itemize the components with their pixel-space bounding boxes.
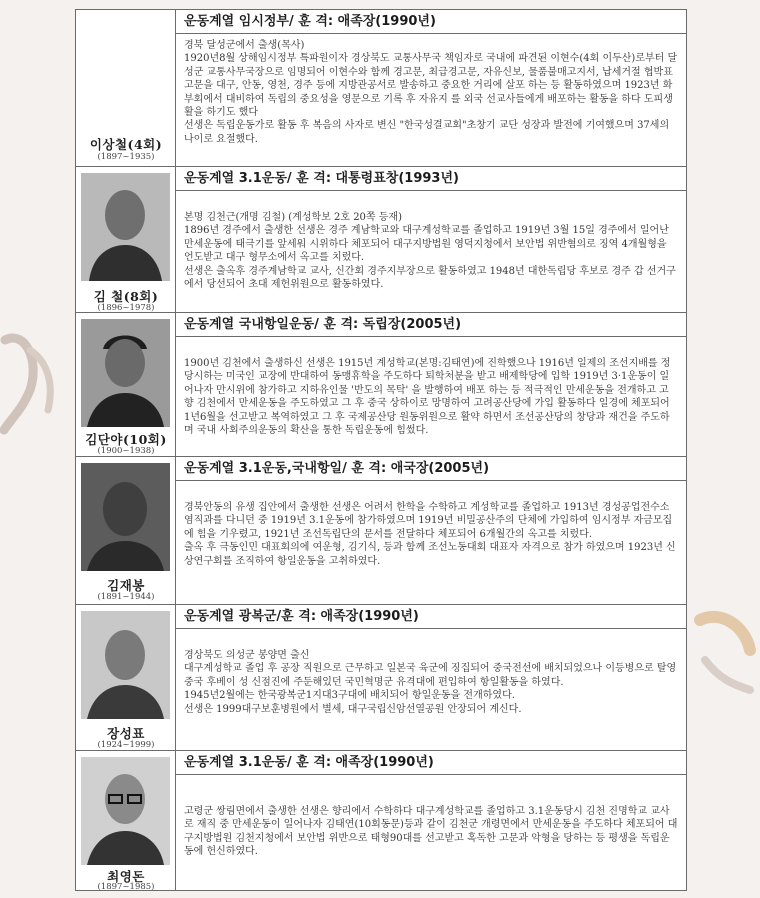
portrait-photo	[81, 319, 170, 427]
honoree-name: 김단야(10회)	[85, 432, 167, 447]
honoree-name: 김 철(8회)	[93, 289, 159, 304]
photo-column	[76, 167, 176, 312]
description-paragraph: 경상북도 의성군 봉양면 출신	[184, 650, 310, 661]
description-paragraph: 1920년8월 상해임시정부 특파원이자 경상북도 교통사무국 책임자로 국내에 파견된 이현수(4회 이두산)로부터 달성군 교통사무국장으로 임명되어 이현수와 함께 경고문, 최급경고문, 자유신보, 물품불매고지서, 납세거절 협박표고문을 대구, 안동, 영천, 경주 등에 지방관공서로 발송하고 중요한 거리에 살포 하는 등 활동하였으며 1923년 화부회에서 대비하여 독립의 중요성을 영문으로 기록 후 자유지 를 외국 선교사들에게 배포하는 활동을 하다 도피생활을 하기도 했다	[184, 53, 678, 119]
description-paragraph: 고령군 쌍림면에서 출생한 선생은 향리에서 수학하다 대구계성학교를 졸업하고 3.1운동당시 김천 진명학교 교사로 재직 중 만세운동이 일어나자 김태연(10회동문)등과 같이 김천군 개령면에서 만세운동을 주도하다 체포되어 대구지방법원 김천지청에서 보안법 위반으로 태형90대를 선고받고 혹독한 고문과 악형을 당하는 등 평생을 독립운동에 헌신하였다.	[184, 806, 678, 858]
honoree-title: 운동계열 3.1운동/ 훈 격: 애족장(1990년)	[176, 751, 686, 775]
honoree-title: 운동계열 광복군/훈 격: 애족장(1990년)	[176, 605, 686, 629]
description-paragraph: 경북 달성군에서 출생(목사)	[184, 40, 305, 51]
honoree-description	[176, 39, 686, 146]
portrait-photo	[81, 757, 170, 865]
photo-column	[76, 751, 176, 890]
honoree-title: 운동계열 임시정부/ 훈 격: 애족장(1990년)	[176, 10, 686, 34]
description-paragraph: 출옥 후 극동인민 대표회의에 여운형, 김기식, 등과 함께 조선노동대회 대표자 자격으로 참가 하였으며 1923년 신상연구회를 조직하여 항일운동을 고취하였다.	[184, 542, 676, 567]
honoree-title: 운동계열 3.1운동,국내항일/ 훈 격: 애국장(2005년)	[176, 457, 686, 481]
honoree-years: (1900~1938)	[97, 446, 155, 456]
honoree-years: (1924~1999)	[97, 740, 155, 750]
description-paragraph: 대구계성학교 졸업 후 공장 직원으로 근무하고 일본국 육군에 징집되어 중국전선에 배치되었으나 이등병으로 탈영 중국 후베이 성 신점진에 주둔해있던 국민혁명군 유격대에 편입하여 항일활동을 하였다.	[184, 663, 677, 688]
description-paragraph: 1945년2월에는 한국광복군1지대3구대에 배치되어 항일운동을 전개하였다.	[184, 690, 515, 702]
photo-column	[76, 605, 176, 750]
honoree-description	[176, 211, 686, 291]
honoree-description	[176, 357, 686, 437]
honoree-row-2	[76, 166, 686, 312]
honoree-years: (1897~1935)	[97, 152, 155, 162]
honoree-name: 최영돈	[107, 869, 145, 884]
brush-decoration-left	[0, 320, 70, 440]
honoree-title: 운동계열 3.1운동/ 훈 격: 대통령표창(1993년)	[176, 167, 686, 191]
portrait-photo	[81, 463, 170, 571]
honoree-years: (1891~1944)	[97, 592, 155, 602]
honoree-title: 운동계열 국내항일운동/ 훈 격: 독립장(2005년)	[176, 313, 686, 337]
portrait-photo	[81, 611, 170, 719]
photo-column	[76, 457, 176, 604]
description-paragraph: 선생은 독립운동가로 활동 후 복음의 사자로 변신 "한국성결교회"초창기 교단 성장과 발전에 기여했으며 37세의 나이로 요절했다.	[184, 120, 670, 145]
honoree-table	[75, 9, 687, 891]
description-paragraph: 선생은 1999대구보훈병원에서 별세, 대구국립신암선열공원 안장되어 계신다.	[184, 703, 522, 715]
description-paragraph: 선생은 출옥후 경주계남학교 교사, 신간회 경주지부장으로 활동하였고 1948년 대한독립당 후보로 경주 갑 선거구에서 당선되어 초대 제헌위원으로 활동하였다.	[184, 265, 676, 291]
honoree-name: 김재봉	[107, 578, 145, 593]
brush-decoration-right	[690, 590, 760, 710]
honoree-description	[176, 649, 686, 716]
portrait-photo	[81, 173, 170, 281]
description-paragraph: 경북안동의 유생 집안에서 출생한 선생은 어려서 한학을 수학하고 계성학교를 졸업하고 1913년 경성공업전수소 염직과를 다니던 중 1919년 3.1운동에 참가하였으며 1919년 비밀공산주의 단체에 가입하여 임시정부 자금모집에 힘을 기우렸고, 1921년 조선독립단의 문서를 전달하다 체포되어 6개월간의 옥고를 치렀다.	[184, 502, 673, 540]
honoree-row-1	[76, 10, 686, 166]
honoree-description	[176, 805, 686, 859]
description-paragraph: 1900년 김천에서 출생하신 선생은 1915년 계성학교(본명:김태연)에 진학했으나 1916년 일제의 조선지배를 정당시하는 미국인 교장에 반대하여 동맹휴학을 주도하다 퇴학처분을 받고 배제학당에 입학 1919년 3·1운동이 일어나자 만시위에 참가하고 지하유인물 '반도의 목탁' 을 발행하여 배포 하는 등 적극적인 만세운동을 전개하고 고향 김천에서 만세운동을 주도하였고 그 후 중국 상하이로 망명하여 고려공산당에 가입 활동하다 일경에 체포되어 1년6월을 선고받고 복역하였고 그 후 국제공산당 원동위원으로 활약 하면서 조선공산당의 창당과 재건을 주도하며 국내 사회주의운동의 확산을 통한 독립운동에 힘썼다.	[184, 358, 671, 437]
honoree-row-3	[76, 312, 686, 456]
honoree-description	[176, 501, 686, 568]
honoree-years: (1897~1985)	[97, 882, 155, 892]
honoree-row-6	[76, 750, 686, 890]
honoree-row-5	[76, 604, 686, 750]
photo-column	[76, 313, 176, 456]
description-paragraph: 본명 김천근(개명 김철) (계성학보 2호 20쪽 등재)	[184, 212, 402, 223]
honoree-years: (1896~1978)	[97, 303, 155, 313]
honoree-name: 이상철(4회)	[89, 137, 163, 152]
honoree-name: 장성표	[107, 726, 145, 741]
description-paragraph: 1896년 경주에서 출생한 선생은 경주 계남학교와 대구계성학교를 졸업하고 1919년 3월 15일 경주에서 일어난 만세운동에 태극기를 앞세워 시위하다 체포되어 대구지방법원 영덕지청에서 보안법 위반혐의로 징역 4개월형을 언도받고 대구 형무소에서 옥고를 치렀다.	[184, 225, 669, 264]
honoree-row-4	[76, 456, 686, 604]
photo-column	[76, 10, 176, 166]
